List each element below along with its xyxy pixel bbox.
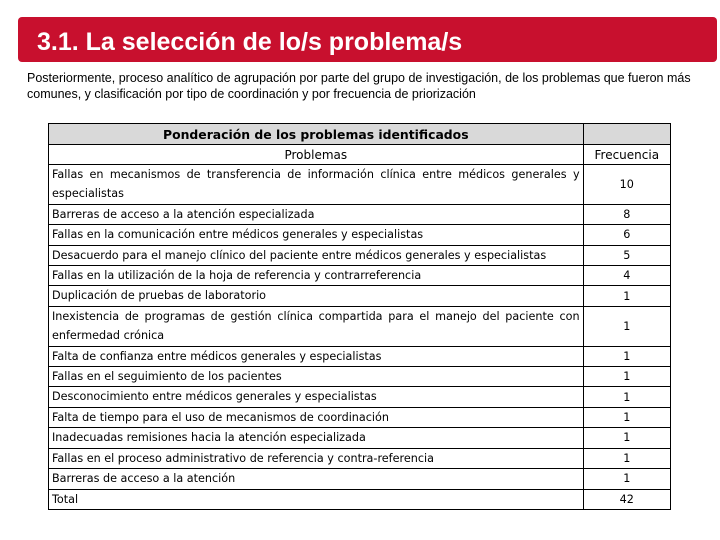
table-caption: Ponderación de los problemas identificados	[49, 124, 584, 145]
table-row	[49, 346, 671, 366]
table-row	[49, 225, 671, 245]
frequency-cell: 1	[583, 306, 670, 346]
problem-cell: Inexistencia de programas de gestión clínica compartida para el manejo del paciente con enfermedad crónica	[49, 306, 584, 346]
table-row	[49, 387, 671, 407]
frequency-cell: 1	[583, 448, 670, 468]
column-header-frequency: Frecuencia	[583, 145, 670, 165]
table-row	[49, 428, 671, 448]
problem-cell: Fallas en la comunicación entre médicos generales y especialistas	[49, 225, 584, 245]
column-header-problems: Problemas	[49, 145, 584, 165]
frequency-cell: 5	[583, 245, 670, 265]
frequency-cell: 4	[583, 266, 670, 286]
problem-cell: Fallas en mecanismos de transferencia de información clínica entre médicos generales y especialistas	[49, 165, 584, 205]
problem-cell: Fallas en el seguimiento de los pacientes	[49, 367, 584, 387]
slide-title: 3.1. La selección de lo/s problema/s	[37, 28, 463, 56]
total-value: 42	[583, 489, 670, 509]
problem-cell: Falta de confianza entre médicos generales y especialistas	[49, 346, 584, 366]
table-row	[49, 448, 671, 468]
table-row	[49, 266, 671, 286]
frequency-cell: 8	[583, 204, 670, 224]
problem-cell: Fallas en la utilización de la hoja de referencia y contrarreferencia	[49, 266, 584, 286]
problem-cell: Fallas en el proceso administrativo de referencia y contra-referencia	[49, 448, 584, 468]
table-row	[49, 306, 671, 346]
table-row	[49, 245, 671, 265]
frequency-cell: 1	[583, 428, 670, 448]
frequency-cell: 1	[583, 387, 670, 407]
table-body	[49, 165, 671, 510]
frequency-cell: 1	[583, 367, 670, 387]
intro-paragraph: Posteriormente, proceso analítico de agrupación por parte del grupo de investigación, de los problemas que fueron más comunes, y clasificación por tipo de coordinación y por frecuencia de priorización	[27, 71, 691, 101]
frequency-cell: 1	[583, 346, 670, 366]
total-row	[49, 489, 671, 509]
problem-cell: Desconocimiento entre médicos generales y especialistas	[49, 387, 584, 407]
problem-cell: Duplicación de pruebas de laboratorio	[49, 286, 584, 306]
frequency-cell: 1	[583, 407, 670, 427]
table-row	[49, 469, 671, 489]
frequency-cell: 6	[583, 225, 670, 245]
frequency-cell: 1	[583, 469, 670, 489]
problems-table	[48, 123, 671, 510]
table-row	[49, 204, 671, 224]
problem-cell: Falta de tiempo para el uso de mecanismos de coordinación	[49, 407, 584, 427]
problem-cell: Inadecuadas remisiones hacia la atención especializada	[49, 428, 584, 448]
frequency-cell: 1	[583, 286, 670, 306]
problem-cell: Barreras de acceso a la atención especializada	[49, 204, 584, 224]
table-row	[49, 165, 671, 205]
problem-cell: Barreras de acceso a la atención	[49, 469, 584, 489]
table-row	[49, 407, 671, 427]
total-label: Total	[49, 489, 584, 509]
frequency-cell: 10	[583, 165, 670, 205]
table-row	[49, 367, 671, 387]
table-row	[49, 286, 671, 306]
problem-cell: Desacuerdo para el manejo clínico del paciente entre médicos generales y especialistas	[49, 245, 584, 265]
